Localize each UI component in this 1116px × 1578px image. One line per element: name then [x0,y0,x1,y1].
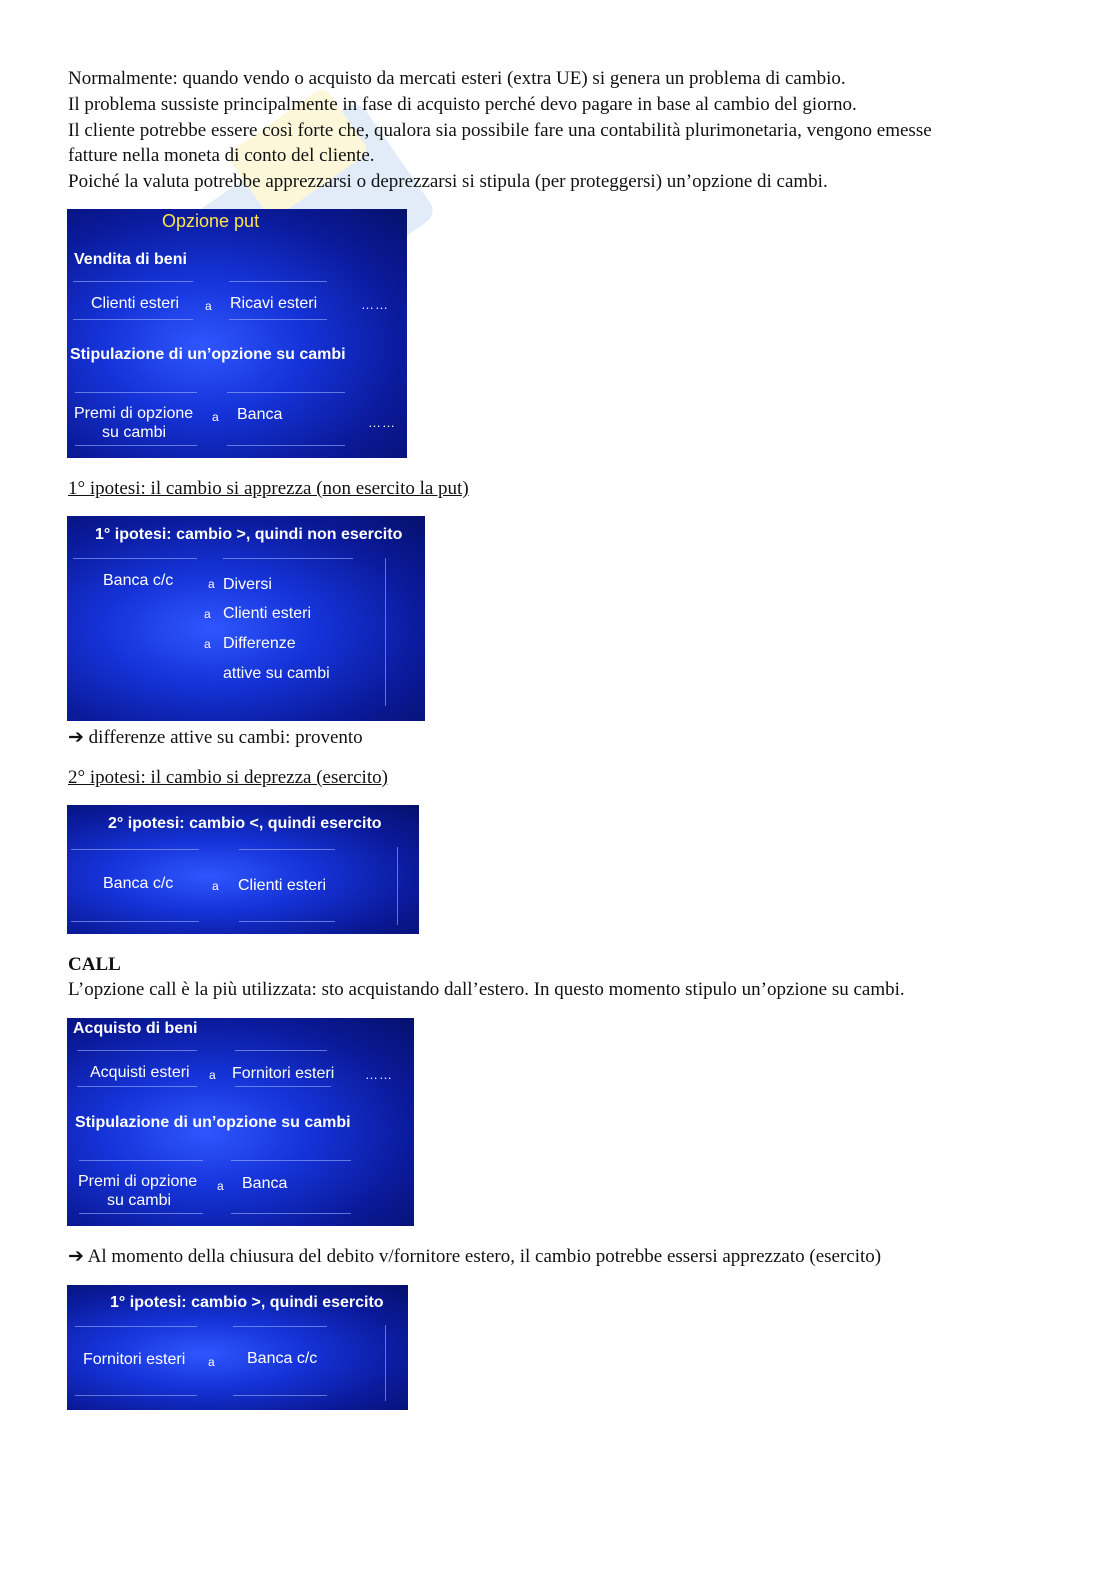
divider [75,1395,197,1396]
debit-account: Premi di opzione [74,405,194,422]
debit-account: Banca c/c [103,875,174,892]
debit-account: Clienti esteri [91,295,180,312]
note-text: Al momento della chiusura del debito v/fornitore estero, il cambio potrebbe essersi apprezzato (esercito) [87,1246,882,1267]
slide-title: 2° ipotesi: cambio <, quindi esercito [108,815,382,832]
credit-account: Diversi [223,576,272,593]
divider [235,1086,331,1087]
slide-ipotesi-1-put [67,516,425,721]
note-text: differenze attive su cambi: provento [88,727,363,748]
divider [231,1213,351,1214]
credit-account: Fornitori esteri [232,1065,335,1082]
slide-opzione-put [67,209,407,458]
divider [77,1050,197,1051]
credit-account: Differenze [223,635,296,652]
slide-opzione-call [67,1018,414,1226]
ellipsis: …… [365,1067,393,1082]
hypothesis-heading: 2° ipotesi: il cambio si deprezza (esercito) [68,767,388,788]
arrow-icon: ➔ [68,1246,84,1267]
a-connector: a [205,299,212,313]
intro-line-4: fatture nella moneta di conto del cliente. [68,145,375,166]
slide-ipotesi-1-call [67,1285,408,1410]
debit-account: su cambi [107,1192,172,1209]
divider [71,921,199,922]
intro-line-3: Il cliente potrebbe essere così forte che, qualora sia possibile fare una contabilità plurimonetaria, vengono emesse [68,120,932,141]
divider [239,849,335,850]
debit-account: Premi di opzione [78,1173,198,1190]
credit-account: Banca c/c [247,1350,318,1367]
a-connector: a [217,1179,224,1193]
a-connector: a [204,607,211,621]
note-line [68,1244,881,1270]
divider [75,1326,197,1327]
section-heading: Stipulazione di un’opzione su cambi [75,1114,351,1131]
debit-account: Fornitori esteri [83,1351,186,1368]
section-heading: Stipulazione di un’opzione su cambi [70,346,346,363]
intro-line-2: Il problema sussiste principalmente in fase di acquisto perché devo pagare in base al cambio del giorno. [68,94,857,115]
divider [223,558,353,559]
slide-title: Opzione put [162,211,260,231]
divider [239,921,335,922]
slide-title: 1° ipotesi: cambio >, quindi esercito [110,1294,384,1311]
a-connector: a [204,637,211,651]
divider [73,558,197,559]
credit-account: Clienti esteri [223,605,312,622]
divider [77,1086,197,1087]
divider [231,1160,351,1161]
credit-account: attive su cambi [223,665,330,682]
a-connector: a [209,1068,216,1082]
divider [235,1050,327,1051]
divider [229,281,327,282]
debit-account: Acquisti esteri [90,1064,190,1081]
section-heading: Vendita di beni [74,251,187,268]
a-connector: a [212,410,219,424]
divider [233,1395,327,1396]
ellipsis: …… [368,415,396,430]
debit-account: su cambi [102,424,167,441]
divider [73,319,193,320]
debit-account: Banca c/c [103,572,174,589]
a-connector: a [208,577,215,591]
credit-account: Clienti esteri [238,877,327,894]
section-heading-call: CALL [68,954,121,975]
divider [75,392,197,393]
slide-ipotesi-2-put [67,805,419,934]
divider [233,1326,327,1327]
note-line [68,725,363,751]
divider [75,445,197,446]
credit-account: Ricavi esteri [230,295,318,312]
credit-account: Banca [242,1175,288,1192]
vertical-divider [385,558,386,706]
ellipsis: …… [361,297,389,312]
section-heading: Acquisto di beni [73,1020,198,1037]
vertical-divider [397,847,398,925]
a-connector: a [208,1355,215,1369]
arrow-icon: ➔ [68,727,84,748]
slide-title: 1° ipotesi: cambio >, quindi non esercito [95,526,403,543]
divider [73,281,193,282]
intro-line-1: Normalmente: quando vendo o acquisto da mercati esteri (extra UE) si genera un problema di cambio. [68,68,846,89]
vertical-divider [385,1325,386,1401]
divider [79,1160,203,1161]
divider [227,392,345,393]
divider [71,849,199,850]
credit-account: Banca [237,406,283,423]
divider [229,319,327,320]
call-text: L’opzione call è la più utilizzata: sto acquistando dall’estero. In questo momento stipulo un’opzione su cambi. [68,979,905,1000]
divider [227,445,345,446]
hypothesis-heading: 1° ipotesi: il cambio si apprezza (non esercito la put) [68,478,469,499]
intro-line-5: Poiché la valuta potrebbe apprezzarsi o deprezzarsi si stipula (per proteggersi) un’opzione di cambi. [68,171,828,192]
a-connector: a [212,879,219,893]
divider [79,1213,203,1214]
